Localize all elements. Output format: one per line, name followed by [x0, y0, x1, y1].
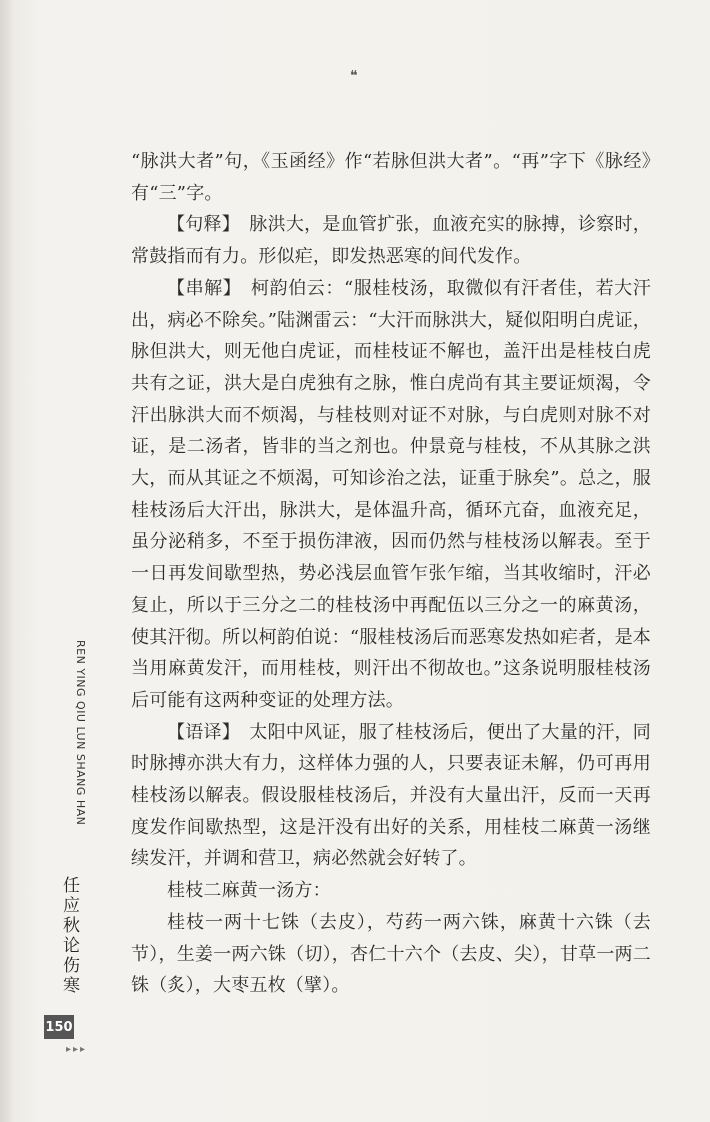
paragraph-tag: 【语译】	[167, 721, 232, 743]
top-ornament: ❝	[350, 68, 358, 84]
paragraph-text: 太阳中风证，服了桂枝汤后，便出了大量的汗，同时脉搏亦洪大有力，这样体力强的人，只要表证未解，仍可再用桂枝汤以解表。假设服桂枝汤后，并没有大量出汗，反而一天再度发作间歇热型，这是汗没有出好的关系，用桂枝二麻黄一汤继续发汗，并调和营卫，病必然就会好转了。	[131, 721, 651, 870]
paragraph-2	[131, 209, 651, 272]
running-header-title: 任应秋论伤寒	[59, 876, 79, 996]
page-arrows-icon: ▸▸▸	[66, 1044, 88, 1055]
paragraph-3	[131, 273, 651, 717]
binding-shadow	[0, 0, 14, 1122]
paragraph-text: 柯韵伯云：“服桂枝汤，取微似有汗者佳，若大汗出，病必不除矣。”陆渊雷云：“大汗而脉洪大，疑似阳明白虎证，脉但洪大，则无他白虎证，而桂枝证不解也，盖汗出是桂枝白虎共有之证，洪大是白虎独有之脉，惟白虎尚有其主要证烦渴，令汗出脉洪大而不烦渴，与桂枝则对证不对脉，与白虎则对脉不对证，是二汤者，皆非的当之剂也。仲景竟与桂枝，不从其脉之洪大，而从其证之不烦渴，可知诊治之法，证重于脉矣”。总之，服桂枝汤后大汗出，脉洪大，是体温升高，循环亢奋，血液充足，虽分泌稍多，不至于损伤津液，因而仍然与桂枝汤以解表。至于一日再发间歇型热，势必浅层血管乍张乍缩，当其收缩时，汗必复止，所以于三分之二的桂枝汤中再配伍以三分之一的麻黄汤，使其汗彻。所以柯韵伯说：“服桂枝汤后而恶寒发热如疟者，是本当用麻黄发汗，而用桂枝，则汗出不彻故也。”这条说明服桂枝汤后可能有这两种变证的处理方法。	[131, 277, 651, 711]
paragraph-text: 桂枝一两十七铢（去皮），芍药一两六铢，麻黄十六铢（去节），生姜一两六铢（切），杏仁十六个（去皮、尖），甘草一两二铢（炙），大枣五枚（擘）。	[131, 911, 651, 997]
body-text	[131, 146, 651, 1002]
paragraph-6	[131, 907, 651, 1002]
paragraph-text: “脉洪大者”句，《玉函经》作“若脉但洪大者”。“再”字下《脉经》有“三”字。	[131, 151, 651, 204]
running-header-pinyin: REN YING QIU LUN SHANG HAN	[74, 640, 87, 826]
paragraph-text: 桂枝二麻黄一汤方：	[167, 880, 331, 902]
paragraph-5	[131, 875, 651, 907]
paragraph-tag: 【句释】	[167, 214, 232, 236]
paragraph-tag: 【串解】	[167, 277, 233, 299]
paragraph-text: 脉洪大，是血管扩张，血液充实的脉搏，诊察时，常鼓指而有力。形似疟，即发热恶寒的间代发作。	[131, 214, 651, 268]
paragraph-1	[131, 146, 651, 209]
page-number: 150	[44, 1015, 74, 1039]
paragraph-4	[131, 717, 651, 876]
